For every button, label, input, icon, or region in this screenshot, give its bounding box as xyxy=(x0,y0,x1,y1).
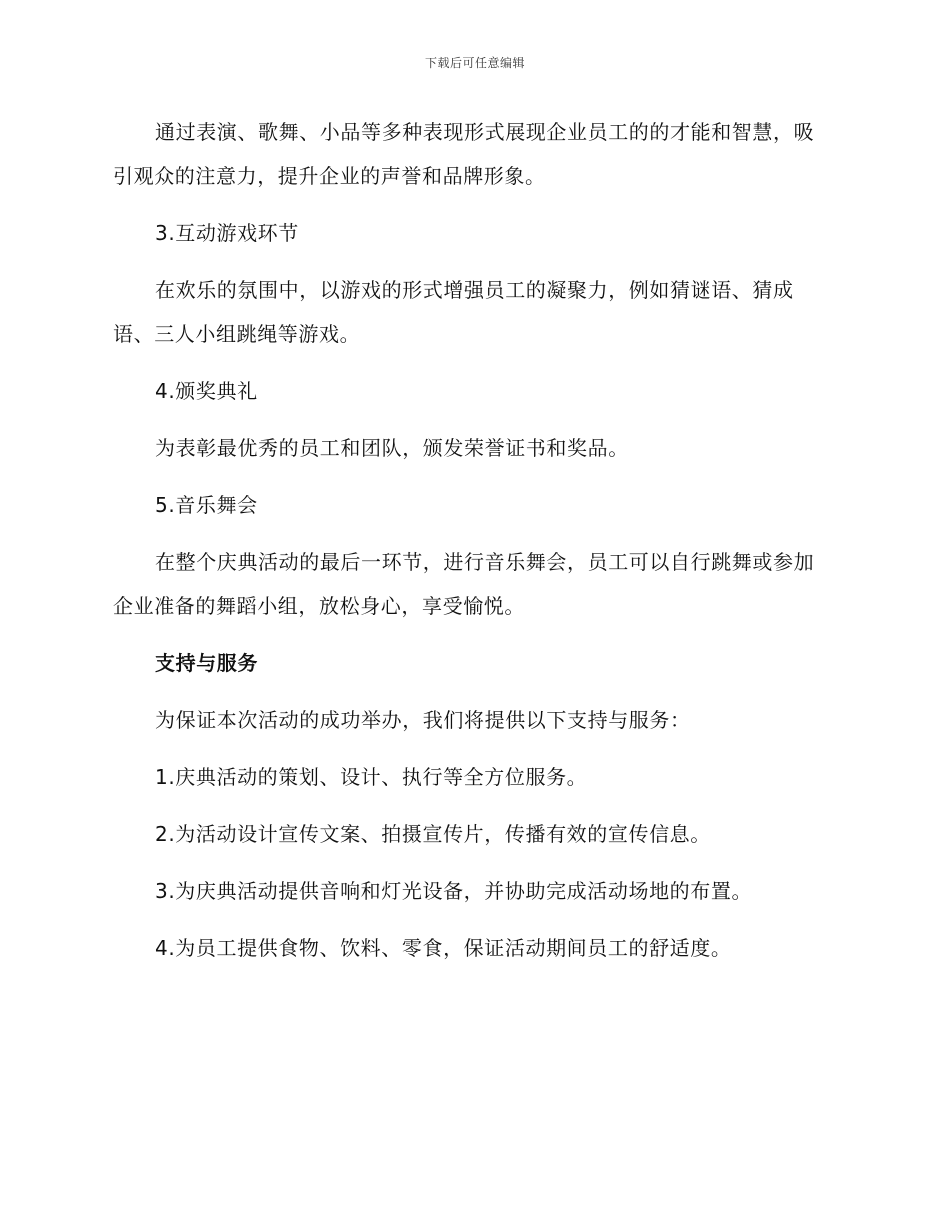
paragraph-award-description: 为表彰最优秀的员工和团队，颁发荣誉证书和奖品。 xyxy=(155,436,629,460)
support-item-3: 3.为庆典活动提供音响和灯光设备，并协助完成活动场地的布置。 xyxy=(155,879,753,903)
item-music-dance: 5.音乐舞会 xyxy=(155,493,258,517)
section-heading-support: 支持与服务 xyxy=(155,651,258,675)
paragraph-support-intro: 为保证本次活动的成功举办，我们将提供以下支持与服务： xyxy=(155,708,691,732)
page-header: 下载后可任意编辑 xyxy=(424,56,525,70)
item-interactive-games: 3.互动游戏环节 xyxy=(155,221,299,245)
paragraph-games-description: 在欢乐的氛围中，以游戏的形式增强员工的凝聚力，例如猜谜语、猜成语、三人小组跳绳等游戏。 xyxy=(113,278,794,346)
document-body xyxy=(113,110,833,970)
support-item-4: 4.为员工提供食物、饮料、零食，保证活动期间员工的舒适度。 xyxy=(155,936,732,960)
support-item-2: 2.为活动设计宣传文案、拍摄宣传片，传播有效的宣传信息。 xyxy=(155,822,711,846)
support-item-1: 1.庆典活动的策划、设计、执行等全方位服务。 xyxy=(155,765,588,789)
item-award-ceremony: 4.颁奖典礼 xyxy=(155,379,258,403)
paragraph-performance-description: 通过表演、歌舞、小品等多种表现形式展现企业员工的的才能和智慧，吸引观众的注意力，提升企业的声誉和品牌形象。 xyxy=(113,120,815,188)
paragraph-dance-description: 在整个庆典活动的最后一环节，进行音乐舞会，员工可以自行跳舞或参加企业准备的舞蹈小组，放松身心，享受愉悦。 xyxy=(113,550,815,618)
